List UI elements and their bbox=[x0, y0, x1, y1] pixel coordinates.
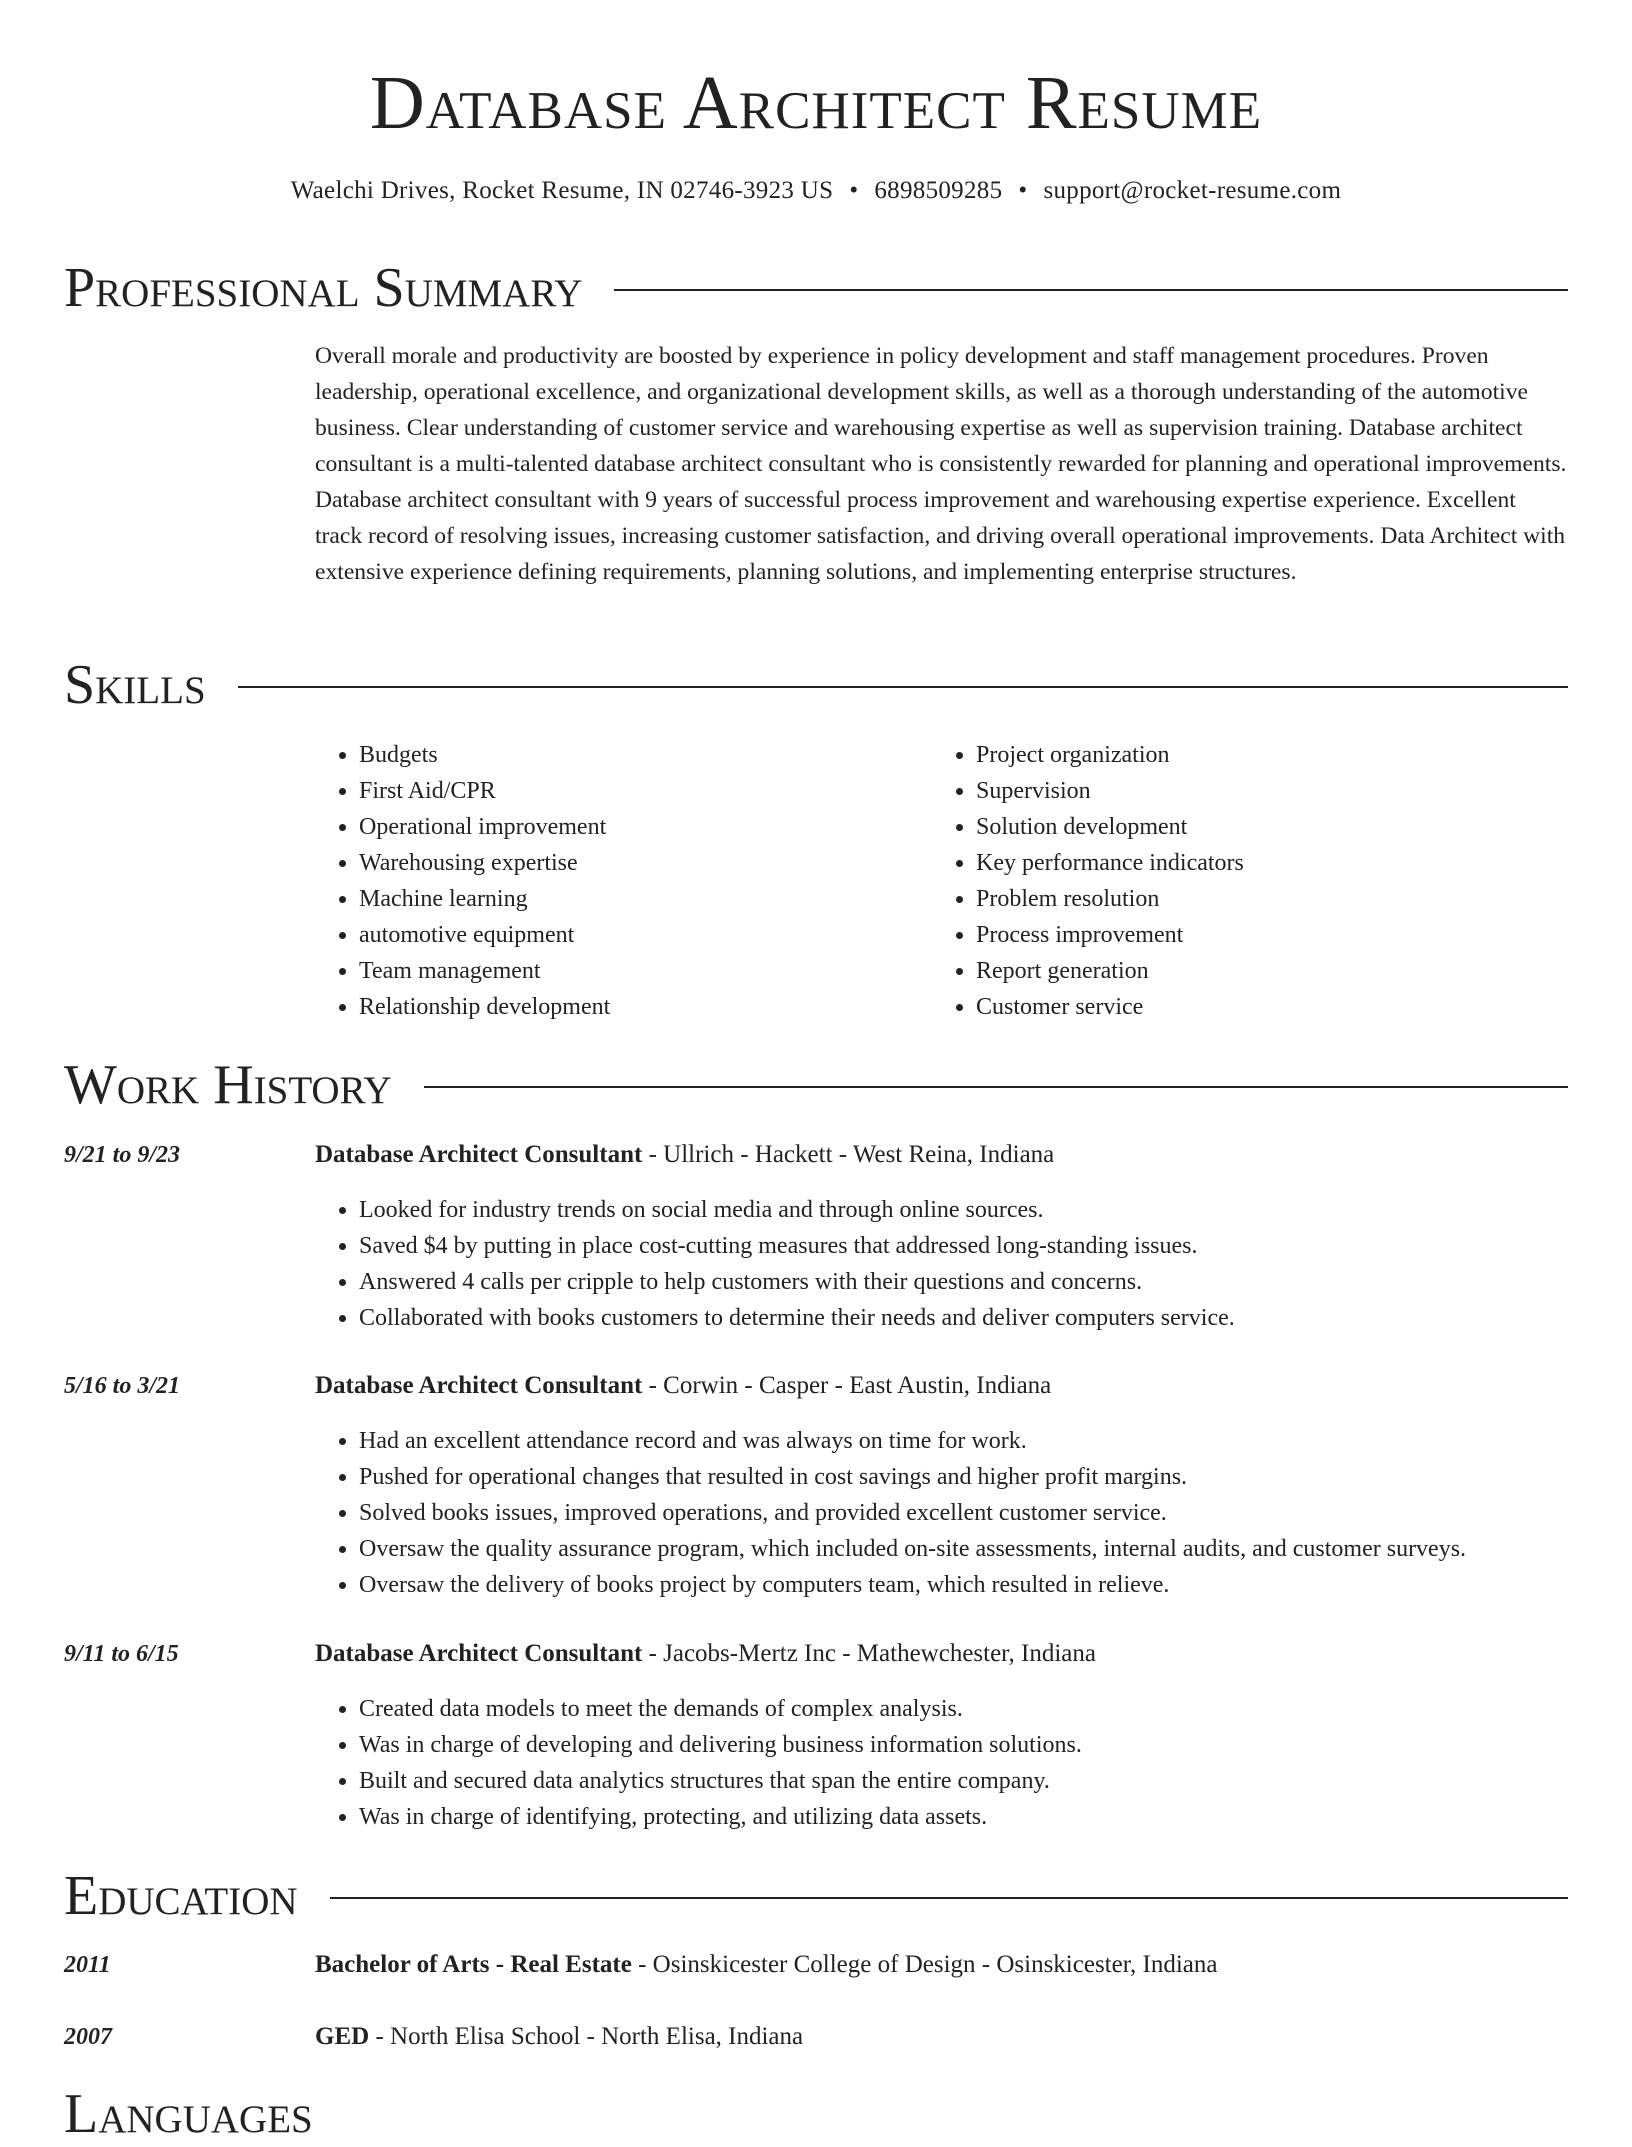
contact-line bbox=[0, 174, 1632, 208]
job-bullet: • Had an excellent attendance record and was always on time for work. bbox=[359, 1423, 1612, 1459]
contact-address: Waelchi Drives, Rocket Resume, IN 02746-3923 US bbox=[290, 177, 834, 204]
job-dates: 9/11 to 6/15 bbox=[64, 1641, 179, 1667]
section-languages bbox=[64, 2081, 1568, 2147]
skill-item: • Operational improvement bbox=[359, 809, 919, 845]
skill-item: • Problem resolution bbox=[976, 881, 1596, 917]
job-heading bbox=[315, 1368, 1568, 1404]
job-heading bbox=[315, 1137, 1568, 1173]
job-dates: 9/21 to 9/23 bbox=[64, 1142, 181, 1168]
skill-item: • Supervision bbox=[976, 773, 1596, 809]
job-bullet: • Was in charge of identifying, protecting, and utilizing data assets. bbox=[359, 1799, 1612, 1835]
skill-item: • Key performance indicators bbox=[976, 845, 1596, 881]
education-entry bbox=[315, 1947, 1568, 1983]
job-bullets bbox=[315, 1192, 1612, 1336]
contact-phone: 6898509285 bbox=[874, 177, 1003, 204]
section-divider bbox=[238, 686, 1568, 688]
job-bullet: • Saved $4 by putting in place cost-cutting measures that addressed long-standing issues. bbox=[359, 1228, 1612, 1264]
section-title: Work History bbox=[64, 1054, 392, 1116]
section-title: Skills bbox=[64, 654, 206, 716]
section-professional-summary bbox=[64, 255, 1568, 321]
skill-item: • Process improvement bbox=[976, 917, 1596, 953]
section-divider bbox=[614, 289, 1568, 291]
contact-email: support@rocket-resume.com bbox=[1043, 177, 1342, 204]
job-dates: 5/16 to 3/21 bbox=[64, 1373, 181, 1399]
section-education bbox=[64, 1863, 1568, 1929]
skill-item: • First Aid/CPR bbox=[359, 773, 919, 809]
job-bullet: • Pushed for operational changes that resulted in cost savings and higher profit margins. bbox=[359, 1459, 1612, 1495]
contact-separator: • bbox=[849, 177, 859, 204]
job-bullet: • Created data models to meet the demands of complex analysis. bbox=[359, 1691, 1612, 1727]
job-bullet: • Was in charge of developing and delivering business information solutions. bbox=[359, 1727, 1612, 1763]
job-employer-location: - Ullrich - Hackett - West Reina, Indiana bbox=[642, 1141, 1055, 1168]
skills-list-right bbox=[932, 737, 1596, 1025]
job-title: Database Architect Consultant bbox=[315, 1640, 643, 1667]
skill-item: • Customer service bbox=[976, 989, 1596, 1025]
skill-item: • Warehousing expertise bbox=[359, 845, 919, 881]
skill-item: • automotive equipment bbox=[359, 917, 919, 953]
skill-item: • Machine learning bbox=[359, 881, 919, 917]
resume-title: Database Architect Resume bbox=[369, 61, 1263, 145]
job-bullets bbox=[315, 1423, 1612, 1603]
skill-item: • Solution development bbox=[976, 809, 1596, 845]
job-bullets bbox=[315, 1691, 1612, 1835]
skill-item: • Project organization bbox=[976, 737, 1596, 773]
section-divider bbox=[424, 1086, 1568, 1088]
summary-text: Overall morale and productivity are boosted by experience in policy development and staff management procedures. Proven leadership, operational excellence, and organizational development skills, as well as a thorough understanding of the automotive business. Clear understanding of customer service and warehousing expertise as well as supervision training. Database architect consultant is a multi-talented database architect consultant who is consistently rewarded for planning and operational improvements. Database architect consultant with 9 years of successful process improvement and warehousing expertise experience. Excellent track record of resolving issues, increasing customer satisfaction, and driving overall operational improvements. Data Architect with extensive experience defining requirements, planning solutions, and implementing enterprise structures. bbox=[315, 343, 1567, 585]
education-school-location: - Osinskicester College of Design - Osinskicester, Indiana bbox=[631, 1951, 1218, 1978]
job-bullet: • Looked for industry trends on social media and through online sources. bbox=[359, 1192, 1612, 1228]
education-school-location: - North Elisa School - North Elisa, Indiana bbox=[369, 2023, 804, 2050]
section-work-history bbox=[64, 1052, 1568, 1118]
job-bullet: • Collaborated with books customers to determine their needs and deliver computers service. bbox=[359, 1300, 1612, 1336]
skills-list-left bbox=[315, 737, 919, 1025]
education-degree: Bachelor of Arts - Real Estate bbox=[315, 1951, 632, 1978]
education-entry bbox=[315, 2019, 1568, 2055]
job-bullet: • Solved books issues, improved operations, and provided excellent customer service. bbox=[359, 1495, 1612, 1531]
skill-item: • Report generation bbox=[976, 953, 1596, 989]
job-employer-location: - Jacobs-Mertz Inc - Mathewchester, Indiana bbox=[642, 1640, 1096, 1667]
job-bullet: • Answered 4 calls per cripple to help customers with their questions and concerns. bbox=[359, 1264, 1612, 1300]
job-bullet: • Oversaw the quality assurance program, which included on-site assessments, internal audits, and customer surveys. bbox=[359, 1531, 1612, 1567]
skill-item: • Team management bbox=[359, 953, 919, 989]
contact-separator: • bbox=[1018, 177, 1028, 204]
section-title: Education bbox=[64, 1865, 298, 1927]
education-year: 2007 bbox=[64, 2024, 112, 2050]
education-year: 2011 bbox=[64, 1952, 111, 1978]
job-title: Database Architect Consultant bbox=[315, 1372, 643, 1399]
section-title: Professional Summary bbox=[64, 257, 583, 319]
job-bullet: • Oversaw the delivery of books project by computers team, which resulted in relieve. bbox=[359, 1567, 1612, 1603]
education-degree: GED bbox=[315, 2023, 370, 2050]
section-title: Languages bbox=[64, 2083, 313, 2145]
job-title: Database Architect Consultant bbox=[315, 1141, 643, 1168]
section-divider bbox=[330, 1897, 1568, 1899]
section-skills bbox=[64, 652, 1568, 718]
job-employer-location: - Corwin - Casper - East Austin, Indiana bbox=[642, 1372, 1052, 1399]
job-heading bbox=[315, 1636, 1568, 1672]
skill-item: • Relationship development bbox=[359, 989, 919, 1025]
job-bullet: • Built and secured data analytics structures that span the entire company. bbox=[359, 1763, 1612, 1799]
skill-item: • Budgets bbox=[359, 737, 919, 773]
